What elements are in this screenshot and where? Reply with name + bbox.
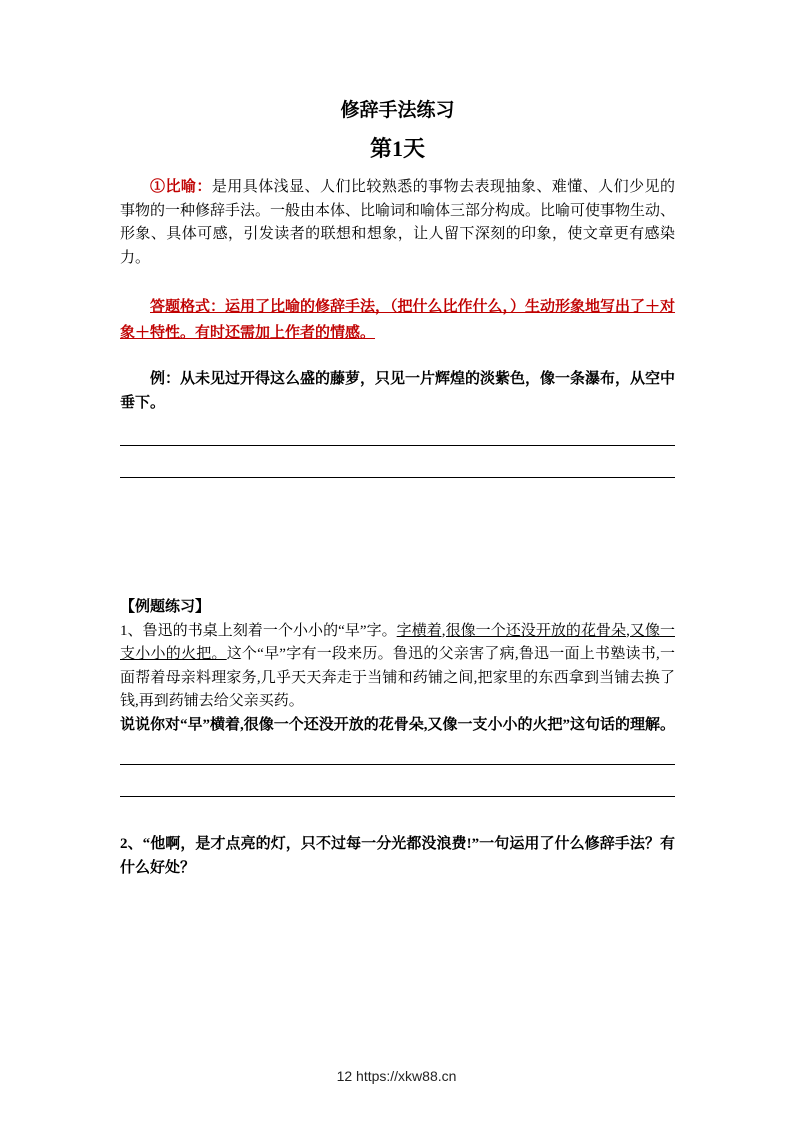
q1-underlined-part: 字横着,很像一个还没开放的花骨朵,又像一支小小的火把。 [120,622,675,662]
page-footer: 12 https://xkw88.cn [336,1068,457,1084]
question-2-prompt: 2、“他啊，是才点亮的灯，只不过每一分光都没浪费!”一句运用了什么修辞手法？有什么好处？ [120,836,675,876]
practice-header: 【例题练习】 [120,599,211,615]
example-sentence: 例：从未见过开得这么盛的藤萝，只见一片辉煌的淡紫色，像一条瀑布，从空中垂下。 [120,371,676,411]
answer-line [120,445,675,446]
term-definition: 是用具体浅显、人们比较熟悉的事物去表现抽象、难懂、人们少见的事物的一种修辞手法。一般由本体、比喻词和喻体三部分构成。比喻可使事物生动、形象、具体可感，引发读者的联想和想象，让人留下深刻的印象，使文章更有感染力。 [120,179,676,266]
q1-rest: 这个“早”字有一段来历。鲁迅的父亲害了病,鲁迅一面上书塾读书,一面帮着母亲料理家务,几乎天天奔走于当铺和药铺之间,把家里的东西拿到当铺去换了钱,再到药铺去给父亲买药。 [120,646,675,709]
answer-line [120,477,675,478]
day-heading: 第1天 [369,136,425,161]
answer-format-paragraph [120,294,675,346]
answer-line [120,764,675,765]
answer-format-text: 答题格式：运用了比喻的修辞手法，（把什么比作什么，）生动形象地写出了＋对象＋特性。有时还需加上作者的情感。 [120,299,676,341]
term-label: ①比喻： [150,179,212,195]
answer-line [120,796,675,797]
q1-lead: 1、鲁迅的书桌上刻着一个小小的“早”字。 [120,622,397,639]
definition-paragraph [120,176,675,270]
page-title: 修辞手法练习 [340,100,455,121]
question-1-text [120,620,675,714]
question-1-prompt: 说说你对“早”横着,很像一个还没开放的花骨朵,又像一支小小的火把”这句话的理解。 [120,716,676,733]
